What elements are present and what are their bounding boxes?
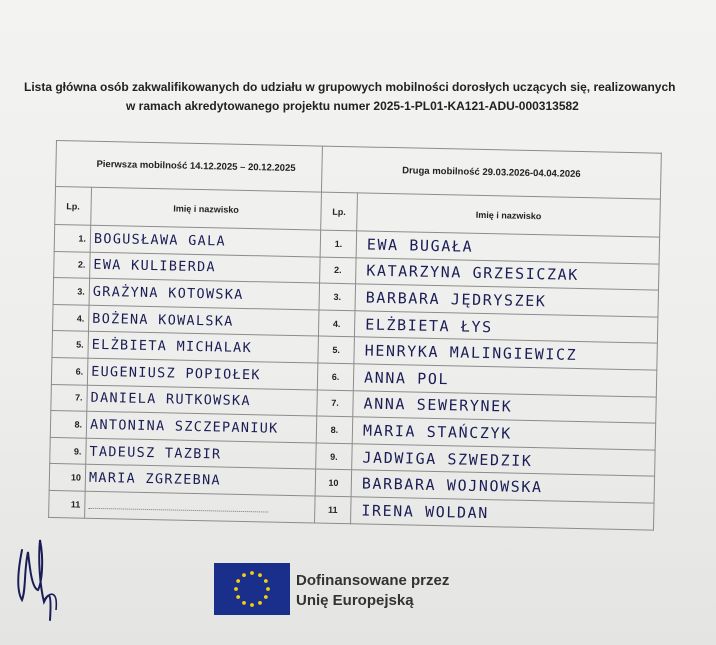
right-name-cell: IRENA WOLDAN — [351, 497, 654, 530]
right-lp-cell: 3. — [319, 283, 356, 310]
eu-funding-text — [296, 571, 449, 611]
left-name-cell: ANTONINA SZCZEPANIUK — [86, 411, 317, 442]
right-lp-cell: 8. — [316, 416, 353, 443]
eu-star — [234, 587, 238, 591]
right-name-cell: JADWIGA SZWEDZIK — [352, 444, 655, 477]
left-lp-cell: 2. — [54, 251, 91, 278]
eu-flag-icon — [214, 563, 290, 615]
participants-table — [48, 140, 662, 530]
first-mobility-header: Pierwsza mobilność 14.12.2025 – 20.12.2025 — [56, 141, 323, 193]
eu-star — [236, 595, 240, 599]
eu-line-1: Dofinansowane przez — [296, 572, 450, 589]
left-name-cell: BOGUSŁAWA GALA — [90, 225, 321, 256]
eu-star — [258, 573, 262, 577]
lp-column-header-right: Lp. — [321, 192, 358, 231]
right-lp-cell: 6. — [317, 363, 354, 390]
left-name-cell: EUGENIUSZ POPIOŁEK — [87, 358, 318, 389]
left-name-cell: EWA KULIBERDA — [90, 252, 321, 283]
left-name-cell: BOŻENA KOWALSKA — [88, 305, 319, 336]
right-lp-cell: 10 — [315, 469, 352, 496]
right-name-cell: HENRYKA MALINGIEWICZ — [354, 337, 657, 370]
left-lp-cell: 11 — [49, 490, 86, 517]
document-title — [24, 78, 716, 116]
left-lp-cell: 7. — [51, 384, 88, 411]
right-name-cell: ANNA SEWERYNEK — [353, 390, 656, 423]
left-name-cell: TADEUSZ TAZBIR — [86, 438, 317, 469]
right-name-cell: BARBARA JĘDRYSZEK — [355, 284, 658, 317]
left-name-cell: ELŻBIETA MICHALAK — [88, 332, 319, 363]
left-name-cell: MARIA ZGRZEBNA — [85, 465, 316, 496]
right-name-cell: MARIA STAŃCZYK — [352, 417, 655, 450]
title-line-2: w ramach akredytowanego projektu numer 2025-1-PL01-KA121-ADU-000313582 — [126, 99, 579, 113]
eu-star — [242, 573, 246, 577]
eu-star — [264, 595, 268, 599]
left-lp-cell: 5. — [52, 331, 89, 358]
left-name-cell: DANIELA RUTKOWSKA — [87, 385, 318, 416]
right-lp-cell: 2. — [320, 257, 357, 284]
left-lp-cell: 10 — [49, 464, 86, 491]
right-lp-cell: 9. — [316, 443, 353, 470]
eu-star — [264, 579, 268, 583]
handwritten-signature — [8, 530, 68, 630]
eu-star — [242, 601, 246, 605]
name-column-header-left: Imię i nazwisko — [91, 187, 322, 230]
eu-funding-logo — [214, 563, 474, 619]
name-column-header-right: Imię i nazwisko — [357, 193, 661, 237]
left-lp-cell: 4. — [53, 304, 90, 331]
right-name-cell: KATARZYNA GRZESICZAK — [356, 257, 659, 290]
title-line-1: Lista główna osób zakwalifikowanych do udziału w grupowych mobilności dorosłych uczących się, realizowanych — [24, 80, 676, 94]
left-name-cell: GRAŻYNA KOTOWSKA — [89, 278, 320, 309]
right-lp-cell: 4. — [318, 310, 355, 337]
right-name-cell: BARBARA WOJNOWSKA — [351, 470, 654, 503]
eu-star — [250, 603, 254, 607]
right-name-cell: ELŻBIETA ŁYS — [354, 311, 657, 344]
right-lp-cell: 7. — [317, 390, 354, 417]
eu-star — [236, 579, 240, 583]
eu-star — [258, 601, 262, 605]
left-lp-cell: 3. — [53, 278, 90, 305]
second-mobility-header: Druga mobilność 29.03.2026-04.04.2026 — [321, 146, 661, 199]
left-lp-cell: 8. — [50, 411, 87, 438]
left-lp-cell: 1. — [54, 224, 91, 251]
right-name-cell: EWA BUGAŁA — [356, 231, 659, 264]
right-lp-cell: 1. — [320, 230, 357, 257]
left-lp-cell: 9. — [50, 437, 87, 464]
right-lp-cell: 5. — [318, 336, 355, 363]
eu-line-2: Unię Europejską — [296, 592, 414, 609]
right-lp-cell: 11 — [315, 496, 352, 523]
participants-table-wrapper — [48, 140, 662, 545]
empty-name-line — [88, 498, 268, 512]
left-lp-cell: 6. — [51, 357, 88, 384]
left-name-cell — [85, 491, 316, 522]
table-body — [49, 224, 660, 529]
eu-star — [250, 571, 254, 575]
right-name-cell: ANNA POL — [353, 364, 656, 397]
lp-column-header-left: Lp. — [55, 187, 92, 226]
eu-star — [266, 587, 270, 591]
